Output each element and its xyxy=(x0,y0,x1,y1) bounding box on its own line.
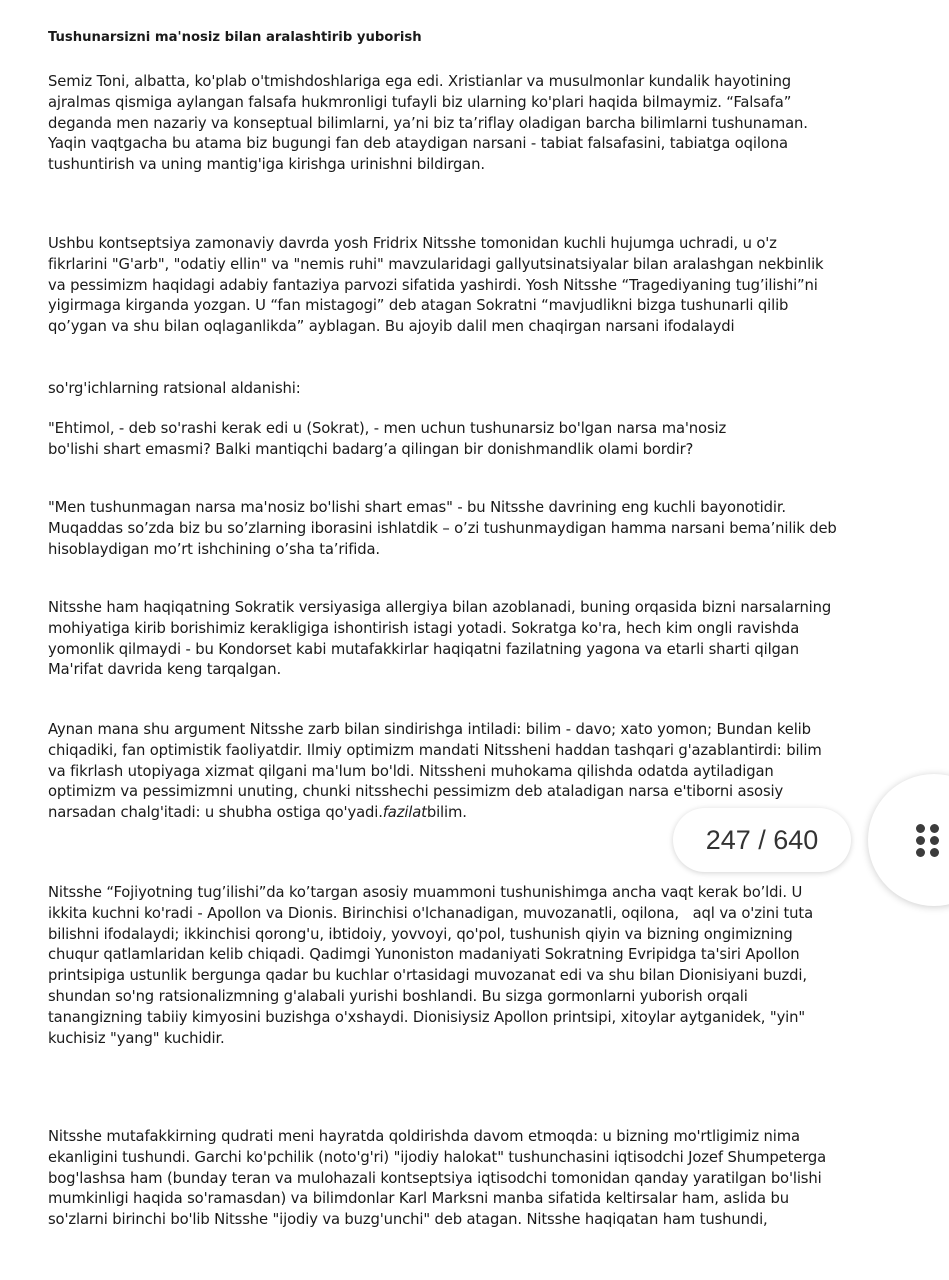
paragraph-7-tail: bilim. xyxy=(426,804,467,822)
document-title: Tushunarsizni ma'nosiz bilan aralashtirib yuborish xyxy=(48,30,422,45)
more-dots-icon xyxy=(916,824,946,856)
paragraph-2: Ushbu kontseptsiya zamonaviy davrda yosh Fridrix Nitsshe tomonidan kuchli hujumga uchradi, u o'z fikrlarini "G'arb", "odatiy ellin" va "nemis ruhi" mavzularidagi gallyutsinatsiyalar bilan aralashgan nekbinlik va pessimizm haqidagi adabiy fantaziya parvozi sifatida yashirdi. Yosh Nitsshe “Tragediyaning tug’ilishi”ni yigirmaga kirganda yozgan. U “fan mistagogi” deb atagan Sokratni “mavjudlikni bizga tushunarli qilib qo’ygan va shu bilan oqlaganlikda” ayblagan. Bu ajoyib dalil men chaqirgan narsani ifodalaydi xyxy=(48,235,824,336)
page-indicator[interactable]: 247 / 640 xyxy=(673,808,851,872)
paragraph-7-italic: fazilat xyxy=(382,804,427,822)
paragraph-6: Nitsshe ham haqiqatning Sokratik versiyasiga allergiya bilan azoblanadi, buning orqasida bizni narsalarning mohiyatiga kirib borishimiz kerakligiga ishontirish istagi yotadi. Sokratga ko'ra, hech kim ongli ravishda yomonlik qilmaydi - bu Kondorset kabi mutafakkirlar haqiqatni fazilatning yagona va etarli sharti qilgan Ma'rifat davrida keng tarqalgan. xyxy=(48,599,832,679)
paragraph-1: Semiz Toni, albatta, ko'plab o'tmishdoshlariga ega edi. Xristianlar va musulmonlar kundalik hayotining ajralmas qismiga aylangan falsafa hukmronligi tufayli biz ularning ko'plari haqida bilmaymiz. “Falsafa” deganda men nazariy va konseptual bilimlarni, ya’ni biz ta’riflay oladigan barcha bilimlarni tushunaman. Yaqin vaqtgacha bu atama biz bugungi fan deb ataydigan narsani - tabiat falsafasini, tabiatga oqilona tushuntirish va uning mantig'iga kirishga urinishni bildirgan. xyxy=(48,73,808,174)
more-menu-button[interactable] xyxy=(868,774,949,906)
paragraph-5: "Men tushunmagan narsa ma'nosiz bo'lishi shart emas" - bu Nitsshe davrining eng kuchli bayonotidir. Muqaddas so’zda biz bu so’zlarning iborasini ishlatdik – o’zi tushunmaydigan hamma narsani bema’nilik deb hisoblaydigan mo’rt ishchining o’sha ta’rifida. xyxy=(48,499,837,558)
paragraph-8: Nitsshe “Fojiyotning tug’ilishi”da ko’targan asosiy muammoni tushunishimga ancha vaqt kerak bo’ldi. U ikkita kuchni ko'radi - Apollon va Dionis. Birinchisi o'lchanadigan, muvozanatli, oqilona, aql va o'zini tuta bilishni ifodalaydi; ikkinchisi qorong'u, ibtidoiy, yovvoyi, qo'pol, tushunish qiyin va bizning ongimizning chuqur qatlamlaridan kelib chiqadi. Qadimgi Yunoniston madaniyati Sokratning Evripidga ta'siri Apollon printsipiga ustunlik bergunga qadar bu kuchlar o'rtasidagi muvozanat edi va shu bilan Dionisiyani buzdi, shundan so'ng ratsionalizmning g'alabali yurishi boshlandi. Bu sizga gormonlarni yuborish orqali tanangizning tabiiy kimyosini buzishga o'xshaydi. Dionisiysiz Apollon printsipi, xitoylar aytganidek, "yin" kuchisiz "yang" kuchidir. xyxy=(48,884,813,1047)
paragraph-9: Nitsshe mutafakkirning qudrati meni hayratda qoldirishda davom etmoqda: u bizning mo'rtligimiz nima ekanligini tushundi. Garchi ko'pchilik (noto'g'ri) "ijodiy halokat" tushunchasini iqtisodchi Jozef Shumpeterga bog'lashsa ham (bunday teran va mulohazali kontseptsiya iqtisodchi tomonidan qanday yaratilgan bo'lishi mumkinligi haqida so'ramasdan) va bilimdonlar Karl Marksni manba sifatida keltirsalar ham, aslida bu so'zlarni birinchi bo'lib Nitsshe "ijodiy va buzg'unchi" deb atagan. Nitsshe haqiqatan ham tushundi, xyxy=(48,1128,827,1229)
paragraph-7-text: Aynan mana shu argument Nitsshe zarb bilan sindirishga intiladi: bilim - davo; xato yomon; Bundan kelib chiqadiki, fan optimistik faoliyatdir. Ilmiy optimizm mandati Nitssheni haddan tashqari g'azablantirdi: bilim va fikrlash utopiyaga xizmat qilgani ma'lum bo'ldi. Nitssheni muhokama qilishda odatda aytiladigan optimizm va pessimizmni unuting, chunki nitsshechi pessimizm deb ataladigan narsa e'tiborni asosiy narsadan chalg'itadi: u shubha ostiga qo'yadi. xyxy=(48,721,822,822)
paragraph-4-quote: "Ehtimol, - deb so'rashi kerak edi u (Sokrat), - men uchun tushunarsiz bo'lgan narsa ma'nosiz bo'lishi shart emasmi? Balki mantiqchi badarg’a qilingan bir donishmandlik olami bordir? xyxy=(48,420,727,458)
paragraph-3: so'rg'ichlarning ratsional aldanishi: xyxy=(48,380,301,397)
